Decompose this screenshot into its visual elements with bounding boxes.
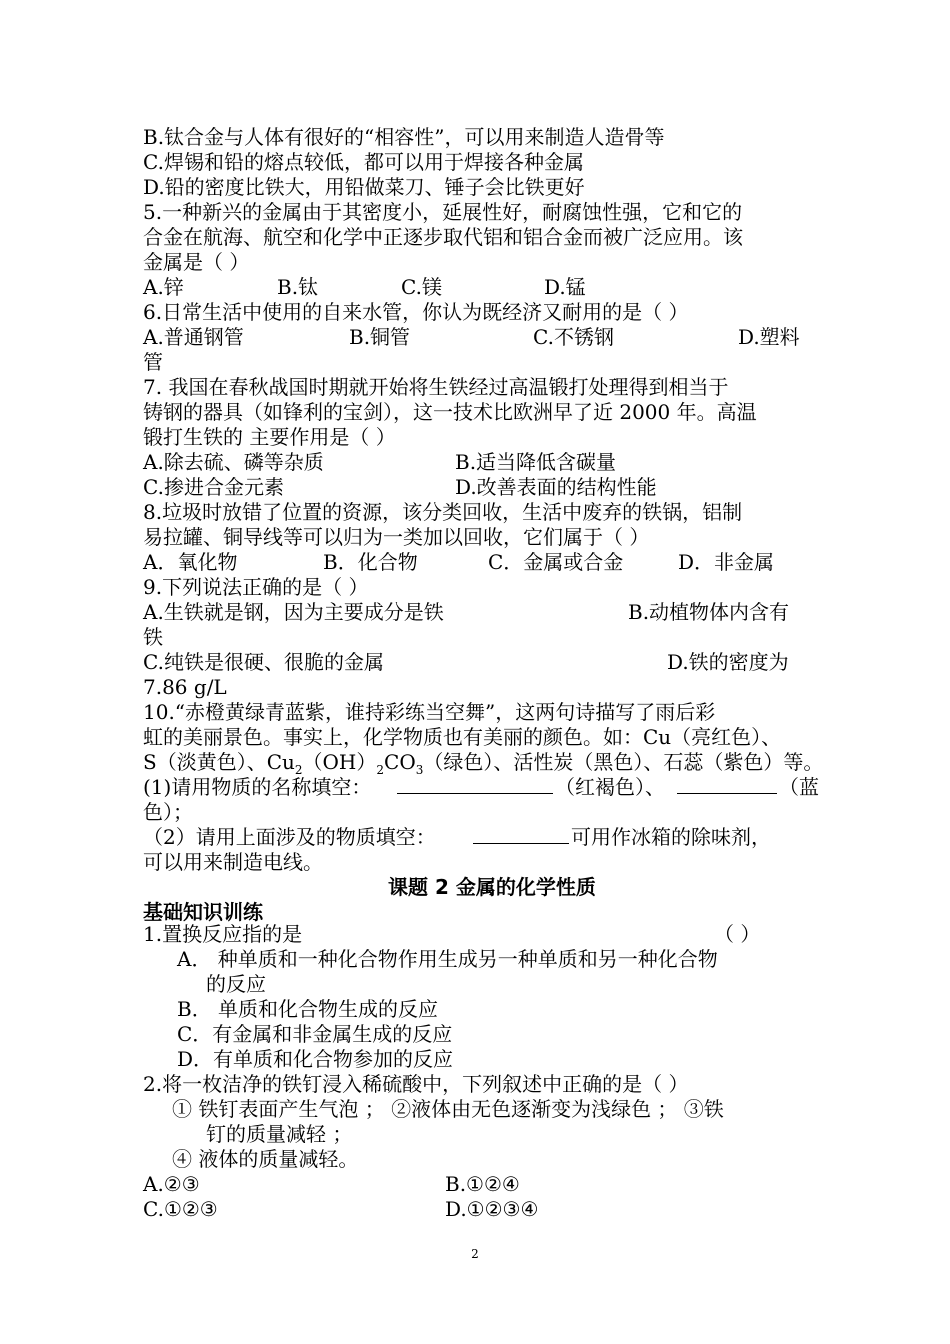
section-heading: 课题 2 金属的化学性质 <box>388 875 596 899</box>
text-line <box>143 350 813 375</box>
text-line <box>206 1122 876 1147</box>
text-line <box>143 400 813 425</box>
question-text: 8.垃圾时放错了位置的资源，该分类回收，生活中废弃的铁锅，铝制 <box>143 500 743 524</box>
option-c: C．金属或合金 <box>488 550 624 574</box>
option-c <box>177 1022 847 1047</box>
options-row <box>143 650 813 675</box>
option-a: A.锌 <box>143 275 184 299</box>
option-text: D．有单质和化合物参加的反应 <box>177 1047 454 1071</box>
statement-line <box>172 1147 842 1172</box>
question-text: 锻打生铁的 主要作用是（ ） <box>143 425 396 449</box>
section-title <box>143 875 813 900</box>
options-row <box>143 325 813 350</box>
text-line <box>143 725 813 750</box>
question-1 <box>143 922 813 947</box>
option-a: A.除去硫、磷等杂质 <box>143 450 324 474</box>
text-line <box>143 525 813 550</box>
question-text: 合金在航海、航空和化学中正逐步取代铝和铝合金而被广泛应用。该 <box>143 225 743 249</box>
option-a: A.生铁就是钢，因为主要成分是铁 <box>143 600 444 624</box>
option-d-cont: 管 <box>143 350 163 374</box>
option-b: B.铜管 <box>349 325 411 349</box>
options-row <box>143 1197 813 1222</box>
text-line <box>143 675 813 700</box>
option-b <box>177 997 847 1022</box>
text-line <box>143 750 824 777</box>
option-text: B． 单质和化合物生成的反应 <box>177 997 439 1021</box>
option-b: B.钛 <box>277 275 319 299</box>
statement-text: 钉的质量减轻 ； <box>206 1122 353 1146</box>
statement-line <box>172 1097 842 1122</box>
text-line <box>143 250 813 275</box>
subscript: 2 <box>376 763 385 777</box>
question-9 <box>143 575 813 600</box>
option-d: D.①②③④ <box>445 1197 539 1221</box>
option-b-cont: 铁 <box>143 625 163 649</box>
question-10 <box>143 700 813 725</box>
option-d: D.铁的密度为 <box>667 650 789 674</box>
page-number: 2 <box>471 1247 479 1261</box>
text-line <box>143 225 813 250</box>
text-fragment: （OH） <box>302 750 377 774</box>
text-fragment: S（淡黄色）、Cu <box>143 750 295 774</box>
option-d-cont: 7.86 g/L <box>143 675 227 699</box>
question-text: 可以用来制造电线。 <box>143 850 323 874</box>
option-d: D.锰 <box>544 275 586 299</box>
options-row <box>143 600 813 625</box>
text-line <box>143 850 813 875</box>
question-7 <box>143 375 813 400</box>
question-text: 铸钢的器具（如锋利的宝剑），这一技术比欧洲早了近 2000 年。高温 <box>143 400 757 424</box>
option-c-text: C.焊锡和铅的熔点较低，都可以用于焊接各种金属 <box>143 150 584 174</box>
options-row <box>143 475 813 500</box>
question-text: 1.置换反应指的是 <box>143 922 303 946</box>
text-line <box>143 175 813 200</box>
option-text: A． 种单质和一种化合物作用生成另一种单质和另一种化合物 <box>177 947 718 971</box>
text-line <box>143 825 813 850</box>
option-c: C.镁 <box>401 275 442 299</box>
question-text: （红褐色）、 <box>555 775 665 799</box>
answer-blank-3[interactable] <box>473 825 569 844</box>
question-text: （蓝 <box>779 775 819 799</box>
question-text: 6.日常生活中使用的自来水管，你认为既经济又耐用的是（ ） <box>143 300 689 324</box>
answer-blank-1[interactable] <box>397 775 553 794</box>
subsection-heading: 基础知识训练 <box>143 900 263 924</box>
option-c: C.不锈钢 <box>533 325 614 349</box>
options-row <box>143 450 813 475</box>
text-line <box>143 425 813 450</box>
question-text: 10.“赤橙黄绿青蓝紫，谁持彩练当空舞”，这两句诗描写了雨后彩 <box>143 700 716 724</box>
subscript: 2 <box>294 763 303 777</box>
question-text: 易拉罐、铜导线等可以归为一类加以回收，它们属于（ ） <box>143 525 650 549</box>
text-line <box>206 972 876 997</box>
question-text: 金属是（ ） <box>143 250 250 274</box>
option-a: A．氧化物 <box>143 550 238 574</box>
statement-text: ① 铁钉表面产生气泡 ； ②液体由无色逐渐变为浅绿色 ； ③铁 <box>172 1097 724 1121</box>
question-text: (1)请用物质的名称填空： <box>143 775 372 799</box>
question-text: （2）请用上面涉及的物质填空： <box>143 825 436 849</box>
option-text: C．有金属和非金属生成的反应 <box>177 1022 453 1046</box>
option-a <box>177 947 847 972</box>
options-row <box>143 550 813 575</box>
question-6 <box>143 300 813 325</box>
answer-blank-2[interactable] <box>677 775 777 794</box>
question-8 <box>143 500 813 525</box>
question-text: 可用作冰箱的除味剂， <box>571 825 771 849</box>
option-d: D.塑料 <box>738 325 800 349</box>
option-d-text: D.铅的密度比铁大，用铅做菜刀、锤子会比铁更好 <box>143 175 585 199</box>
question-2 <box>143 1072 813 1097</box>
option-c: C.纯铁是很硬、很脆的金属 <box>143 650 384 674</box>
question-text: 7. 我国在春秋战国时期就开始将生铁经过高温锻打处理得到相当于 <box>143 375 729 399</box>
option-b-text: B.钛合金与人体有很好的“相容性”，可以用来制造人造骨等 <box>143 125 665 149</box>
option-b: B.适当降低含碳量 <box>455 450 617 474</box>
option-c: C.①②③ <box>143 1197 218 1221</box>
option-d: D.改善表面的结构性能 <box>455 475 657 499</box>
option-b: B.①②④ <box>445 1172 520 1196</box>
question-text: 色）； <box>143 800 193 824</box>
options-row <box>143 275 813 300</box>
text-line <box>143 625 813 650</box>
option-d <box>177 1047 847 1072</box>
option-b: B.动植物体内含有 <box>628 600 790 624</box>
text-line <box>143 125 813 150</box>
question-text: 5.一种新兴的金属由于其密度小，延展性好，耐腐蚀性强，它和它的 <box>143 200 743 224</box>
text-fragment: （绿色）、活性炭（黑色）、石蕊（紫色）等。 <box>423 750 824 774</box>
question-5 <box>143 200 813 225</box>
option-a: A.普通钢管 <box>143 325 244 349</box>
text-line <box>143 775 819 800</box>
subscript: 3 <box>415 763 424 777</box>
option-a: A.②③ <box>143 1172 200 1196</box>
text-line <box>143 800 813 825</box>
options-row <box>143 1172 813 1197</box>
option-text: 的反应 <box>206 972 266 996</box>
statement-text: ④ 液体的质量减轻。 <box>172 1147 359 1171</box>
option-c: C.掺进合金元素 <box>143 475 284 499</box>
question-text: 虹的美丽景色。事实上，化学物质也有美丽的颜色。如：Cu（亮红色）、 <box>143 725 782 749</box>
text-line <box>143 150 813 175</box>
option-b: B．化合物 <box>323 550 418 574</box>
question-text: 2.将一枚洁净的铁钉浸入稀硫酸中，下列叙述中正确的是（ ） <box>143 1072 689 1096</box>
question-text: 9.下列说法正确的是（ ） <box>143 575 369 599</box>
answer-parens: （ ） <box>714 922 761 946</box>
option-d: D．非金属 <box>678 550 775 574</box>
text-fragment: CO <box>384 750 416 774</box>
